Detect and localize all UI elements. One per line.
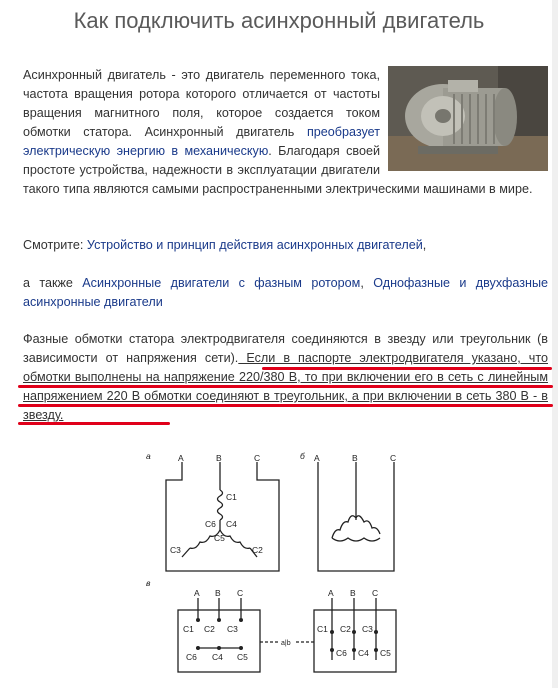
winding-c3-v2: C3	[362, 624, 373, 634]
phase-b-label-3: B	[215, 588, 221, 598]
link-single-two-phase[interactable]: Однофазные и двухфазные асинхронные двигатели	[23, 276, 549, 309]
winding-c6-v: C6	[186, 652, 197, 662]
phase-text: Фазные обмотки статора электродвигателя соединяются в звезду или треугольник (в зависимости от напряжения сети).	[23, 332, 548, 365]
winding-c3-v: C3	[227, 624, 238, 634]
link-energy-conversion[interactable]: преобразует электрическую энергию в механическую	[23, 125, 380, 158]
winding-c4-a: C4	[226, 519, 237, 529]
diagram-label-v: в	[146, 578, 151, 588]
winding-c5-v: C5	[237, 652, 248, 662]
see-suffix: ,	[422, 238, 427, 252]
phase-c-label-3: C	[237, 588, 244, 598]
winding-c2-v2: C2	[340, 624, 351, 634]
phase-c-label-2: C	[390, 453, 397, 463]
winding-c4-v: C4	[212, 652, 223, 662]
winding-c6-a: C6	[205, 519, 216, 529]
phase-b-label-4: B	[350, 588, 356, 598]
winding-c1-v: C1	[183, 624, 194, 634]
phase-c-label-4: C	[372, 588, 379, 598]
intro-text-2: . Благодаря своей простоте устройства, надежности в эксплуатации двигатели такого типа являются самыми распространенными электрическими машинами в мире.	[23, 144, 533, 196]
intro-text-1: Асинхронный двигатель - это двигатель переменного тока, частота вращения ротора которого отличается от частоты вращения магнитного поля, которое создается током обмотки статора. Асинхронный двигатель	[23, 68, 380, 139]
also-prefix: а также	[23, 276, 83, 290]
winding-c6-v2: C6	[336, 648, 347, 658]
phase-a-label-3: A	[194, 588, 200, 598]
phase-highlighted-text: Если в паспорте электродвигателя указано, что обмотки выполнены на напряжение 220/380 В, то при включении его в сеть с линейным напряжением 220 В обмотки соединяют в треугольник, а при включении в сеть 380 В - в звезду.	[23, 351, 548, 422]
winding-c1-a: C1	[226, 492, 237, 502]
page-title: Как подключить асинхронный двигатель	[73, 8, 485, 33]
phase-a-label-1: A	[178, 453, 184, 463]
winding-c3-a: C3	[170, 545, 181, 555]
winding-c4-v2: C4	[358, 648, 369, 658]
see-prefix: Смотрите:	[23, 238, 87, 252]
link-motor-structure[interactable]: Устройство и принцип действия асинхронных двигателей	[86, 238, 423, 252]
winding-c2-v: C2	[204, 624, 215, 634]
phase-a-label-2: A	[314, 453, 320, 463]
winding-c5-v2: C5	[380, 648, 391, 658]
also-sep: ,	[360, 276, 374, 290]
switch-mark: a|b	[281, 640, 291, 647]
phase-c-label-1: C	[254, 453, 261, 463]
diagram-label-a: а	[146, 451, 151, 461]
phase-b-label-1: B	[216, 453, 222, 463]
link-wound-rotor[interactable]: Асинхронные двигатели с фазным ротором	[82, 276, 361, 290]
phase-a-label-4: A	[328, 588, 334, 598]
winding-c1-v2: C1	[317, 624, 328, 634]
phase-b-label-2: B	[352, 453, 358, 463]
winding-c2-a: C2	[252, 545, 263, 555]
diagram-label-b: б	[300, 451, 305, 461]
winding-c5-a: C5	[214, 533, 225, 543]
